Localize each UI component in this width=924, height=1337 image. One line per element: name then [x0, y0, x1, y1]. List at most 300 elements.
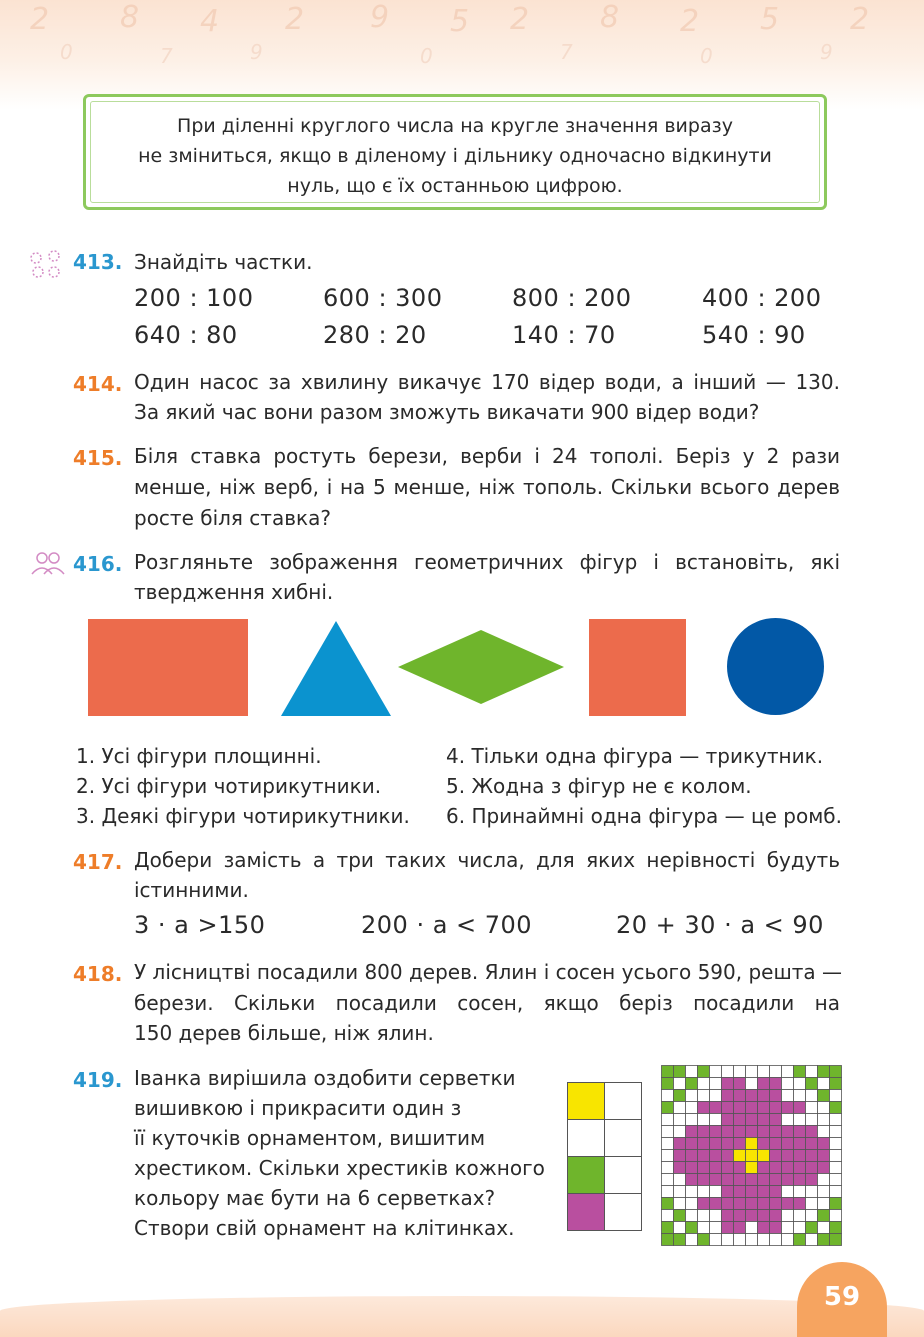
decor-digit: 2 [30, 2, 50, 37]
task-text: істинними. [134, 878, 249, 902]
embroidery-cell [818, 1150, 830, 1162]
embroidery-cell [770, 1222, 782, 1234]
embroidery-cell [662, 1102, 674, 1114]
embroidery-cell [830, 1066, 842, 1078]
embroidery-cell [794, 1090, 806, 1102]
embroidery-cell [758, 1222, 770, 1234]
decor-digit: 2 [850, 2, 870, 37]
embroidery-cell [710, 1138, 722, 1150]
decor-digit: 0 [60, 40, 73, 64]
inequality: 200 · а < 700 [361, 911, 533, 939]
embroidery-cell [746, 1162, 758, 1174]
embroidery-cell [698, 1198, 710, 1210]
embroidery-cell [770, 1234, 782, 1246]
rule-line: нуль, що є їх останньою цифрою. [287, 175, 623, 197]
embroidery-cell [710, 1078, 722, 1090]
legend-cell-empty [605, 1194, 642, 1231]
embroidery-cell [722, 1198, 734, 1210]
embroidery-cell [806, 1174, 818, 1186]
embroidery-cell [686, 1210, 698, 1222]
embroidery-cell [698, 1186, 710, 1198]
embroidery-cell [734, 1198, 746, 1210]
square-shape [589, 619, 686, 716]
embroidery-cell [734, 1138, 746, 1150]
embroidery-ornament-grid [661, 1065, 842, 1246]
embroidery-cell [710, 1174, 722, 1186]
embroidery-cell [674, 1078, 686, 1090]
embroidery-cell [686, 1162, 698, 1174]
embroidery-cell [794, 1210, 806, 1222]
embroidery-cell [746, 1102, 758, 1114]
embroidery-cell [770, 1162, 782, 1174]
embroidery-cell [770, 1102, 782, 1114]
embroidery-cell [746, 1114, 758, 1126]
expression: 400 : 200 [702, 284, 822, 312]
statement: 1. Усі фігури площинні. [76, 744, 322, 768]
embroidery-cell [674, 1102, 686, 1114]
embroidery-cell [818, 1222, 830, 1234]
embroidery-cell [794, 1162, 806, 1174]
embroidery-cell [770, 1198, 782, 1210]
page-number: 59 [823, 1282, 861, 1312]
pair-work-icon [30, 550, 66, 576]
embroidery-cell [662, 1222, 674, 1234]
embroidery-cell [710, 1198, 722, 1210]
embroidery-cell [782, 1222, 794, 1234]
embroidery-cell [806, 1210, 818, 1222]
embroidery-cell [710, 1186, 722, 1198]
embroidery-cell [770, 1066, 782, 1078]
page-number-badge [797, 1262, 887, 1337]
decorative-footer-band [0, 1296, 924, 1337]
embroidery-cell [806, 1162, 818, 1174]
embroidery-cell [758, 1102, 770, 1114]
task-text: Знайдіть частки. [134, 250, 313, 274]
embroidery-cell [746, 1234, 758, 1246]
inequality: 20 + 30 · а < 90 [616, 911, 824, 939]
decor-digit: 9 [250, 40, 263, 64]
task-text: вишивкою і прикрасити один з [134, 1096, 462, 1120]
embroidery-cell [722, 1234, 734, 1246]
embroidery-cell [710, 1126, 722, 1138]
embroidery-cell [782, 1150, 794, 1162]
embroidery-cell [770, 1126, 782, 1138]
embroidery-cell [830, 1222, 842, 1234]
statement: 5. Жодна з фігур не є колом. [446, 774, 752, 798]
embroidery-cell [806, 1126, 818, 1138]
legend-cell-yellow [568, 1083, 605, 1120]
embroidery-cell [734, 1234, 746, 1246]
task-number: 419. [73, 1068, 123, 1092]
embroidery-cell [662, 1210, 674, 1222]
legend-cell-white [568, 1120, 605, 1157]
embroidery-cell [674, 1126, 686, 1138]
embroidery-cell [758, 1114, 770, 1126]
task-text: Один насос за хвилину викачує 170 відер води, а інший — 130. [134, 370, 840, 394]
task-text: кольору має бути на 6 серветках? [134, 1186, 496, 1210]
embroidery-cell [746, 1210, 758, 1222]
embroidery-cell [818, 1210, 830, 1222]
embroidery-cell [794, 1186, 806, 1198]
embroidery-cell [746, 1090, 758, 1102]
embroidery-cell [698, 1078, 710, 1090]
decor-digit: 4 [200, 4, 220, 39]
embroidery-cell [734, 1174, 746, 1186]
embroidery-cell [746, 1138, 758, 1150]
embroidery-cell [782, 1090, 794, 1102]
embroidery-cell [674, 1150, 686, 1162]
embroidery-cell [710, 1162, 722, 1174]
embroidery-cell [794, 1126, 806, 1138]
embroidery-cell [734, 1210, 746, 1222]
task-number: 416. [73, 552, 123, 576]
embroidery-cell [770, 1114, 782, 1126]
embroidery-cell [830, 1174, 842, 1186]
embroidery-cell [722, 1162, 734, 1174]
embroidery-cell [746, 1222, 758, 1234]
embroidery-cell [782, 1210, 794, 1222]
embroidery-cell [758, 1090, 770, 1102]
embroidery-cell [674, 1090, 686, 1102]
legend-cell-empty [605, 1157, 642, 1194]
embroidery-cell [686, 1114, 698, 1126]
embroidery-cell [686, 1090, 698, 1102]
inequality: 3 · а >150 [134, 911, 266, 939]
decor-digit: 2 [680, 4, 700, 39]
embroidery-cell [722, 1066, 734, 1078]
embroidery-cell [686, 1198, 698, 1210]
embroidery-cell [794, 1102, 806, 1114]
embroidery-cell [830, 1234, 842, 1246]
embroidery-cell [758, 1162, 770, 1174]
rectangle-shape [88, 619, 248, 716]
embroidery-cell [830, 1210, 842, 1222]
embroidery-cell [818, 1198, 830, 1210]
task-text: Добери замість а три таких числа, для яких нерівності будуть [134, 848, 840, 872]
task-text: Створи свій орнамент на клітинках. [134, 1216, 515, 1240]
embroidery-cell [686, 1150, 698, 1162]
task-number: 415. [73, 446, 123, 470]
embroidery-cell [686, 1078, 698, 1090]
embroidery-cell [758, 1198, 770, 1210]
embroidery-cell [698, 1090, 710, 1102]
statement: 3. Деякі фігури чотирикутники. [76, 804, 410, 828]
embroidery-cell [818, 1162, 830, 1174]
decor-digit: 7 [560, 40, 573, 64]
embroidery-cell [782, 1102, 794, 1114]
embroidery-cell [686, 1126, 698, 1138]
embroidery-cell [686, 1186, 698, 1198]
decor-digit: 0 [700, 44, 713, 68]
embroidery-cell [794, 1138, 806, 1150]
embroidery-cell [758, 1186, 770, 1198]
embroidery-cell [662, 1162, 674, 1174]
embroidery-cell [662, 1090, 674, 1102]
task-text: менше, ніж верб, і на 5 менше, ніж тополь. Скільки всього дерев [134, 475, 840, 499]
embroidery-cell [686, 1234, 698, 1246]
embroidery-cell [686, 1066, 698, 1078]
embroidery-cell [698, 1210, 710, 1222]
embroidery-cell [710, 1066, 722, 1078]
embroidery-cell [818, 1102, 830, 1114]
embroidery-cell [710, 1090, 722, 1102]
embroidery-cell [806, 1066, 818, 1078]
embroidery-cell [830, 1138, 842, 1150]
embroidery-cell [662, 1138, 674, 1150]
embroidery-cell [674, 1066, 686, 1078]
expression: 280 : 20 [323, 321, 427, 349]
embroidery-cell [830, 1126, 842, 1138]
task-number: 417. [73, 850, 123, 874]
task-text: У лісництві посадили 800 дерев. Ялин і сосен усього 590, решта — [134, 960, 843, 984]
decor-digit: 5 [760, 2, 780, 37]
task-number: 413. [73, 250, 123, 274]
embroidery-cell [770, 1090, 782, 1102]
task-text: росте біля ставка? [134, 506, 331, 530]
embroidery-cell [818, 1090, 830, 1102]
embroidery-cell [806, 1234, 818, 1246]
legend-cell-empty [605, 1083, 642, 1120]
embroidery-cell [806, 1186, 818, 1198]
embroidery-cell [686, 1222, 698, 1234]
embroidery-cell [746, 1174, 758, 1186]
embroidery-cell [746, 1186, 758, 1198]
embroidery-cell [758, 1150, 770, 1162]
embroidery-cell [782, 1186, 794, 1198]
embroidery-cell [710, 1210, 722, 1222]
embroidery-cell [794, 1222, 806, 1234]
task-text: За який час вони разом зможуть викачати 900 відер води? [134, 400, 760, 424]
embroidery-cell [794, 1150, 806, 1162]
legend-cell-pink [568, 1194, 605, 1231]
embroidery-cell [710, 1150, 722, 1162]
expression: 200 : 100 [134, 284, 254, 312]
task-text: Біля ставка ростуть берези, верби і 24 тополі. Беріз у 2 рази [134, 444, 840, 468]
embroidery-cell [794, 1066, 806, 1078]
embroidery-cell [662, 1126, 674, 1138]
rhombus-shape [396, 629, 566, 705]
task-text: хрестиком. Скільки хрестиків кожного [134, 1156, 545, 1180]
task-text: 150 дерев більше, ніж ялин. [134, 1021, 434, 1045]
embroidery-cell [758, 1126, 770, 1138]
embroidery-cell [746, 1126, 758, 1138]
embroidery-cell [722, 1222, 734, 1234]
embroidery-cell [770, 1210, 782, 1222]
decor-digit: 8 [600, 0, 620, 35]
embroidery-cell [734, 1150, 746, 1162]
embroidery-cell [782, 1174, 794, 1186]
task-number: 418. [73, 962, 123, 986]
decor-digit: 0 [420, 44, 433, 68]
legend-cell-empty [605, 1120, 642, 1157]
expression: 540 : 90 [702, 321, 806, 349]
expression: 800 : 200 [512, 284, 632, 312]
embroidery-cell [782, 1198, 794, 1210]
statement: 2. Усі фігури чотирикутники. [76, 774, 382, 798]
embroidery-cell [722, 1126, 734, 1138]
statement: 6. Принаймні одна фігура — це ромб. [446, 804, 842, 828]
embroidery-cell [770, 1078, 782, 1090]
task-text: твердження хибні. [134, 580, 334, 604]
embroidery-cell [806, 1090, 818, 1102]
embroidery-cell [818, 1174, 830, 1186]
embroidery-cell [806, 1150, 818, 1162]
embroidery-cell [686, 1102, 698, 1114]
embroidery-cell [794, 1198, 806, 1210]
embroidery-cell [662, 1198, 674, 1210]
embroidery-cell [734, 1162, 746, 1174]
triangle-shape [280, 619, 392, 717]
expression: 640 : 80 [134, 321, 238, 349]
embroidery-cell [674, 1210, 686, 1222]
circle-shape [727, 618, 824, 715]
embroidery-cell [722, 1174, 734, 1186]
embroidery-cell [710, 1102, 722, 1114]
decor-digit: 2 [510, 2, 530, 37]
color-legend-grid [567, 1082, 642, 1231]
embroidery-cell [674, 1234, 686, 1246]
embroidery-cell [698, 1234, 710, 1246]
embroidery-cell [662, 1114, 674, 1126]
embroidery-cell [662, 1186, 674, 1198]
group-work-icon [28, 248, 64, 280]
embroidery-cell [674, 1114, 686, 1126]
embroidery-cell [722, 1138, 734, 1150]
embroidery-cell [722, 1186, 734, 1198]
embroidery-cell [698, 1174, 710, 1186]
embroidery-cell [818, 1066, 830, 1078]
embroidery-cell [806, 1198, 818, 1210]
expression: 140 : 70 [512, 321, 616, 349]
task-text: Розгляньте зображення геометричних фігур і встановіть, які [134, 550, 840, 574]
embroidery-cell [734, 1222, 746, 1234]
embroidery-cell [806, 1222, 818, 1234]
decor-digit: 2 [285, 2, 305, 37]
embroidery-cell [698, 1222, 710, 1234]
embroidery-cell [830, 1114, 842, 1126]
embroidery-cell [722, 1090, 734, 1102]
embroidery-cell [698, 1150, 710, 1162]
embroidery-cell [758, 1234, 770, 1246]
embroidery-cell [806, 1078, 818, 1090]
embroidery-cell [734, 1114, 746, 1126]
task-text: її куточків орнаментом, вишитим [134, 1126, 486, 1150]
embroidery-cell [710, 1114, 722, 1126]
embroidery-cell [686, 1174, 698, 1186]
embroidery-cell [794, 1234, 806, 1246]
decor-digit: 9 [820, 40, 833, 64]
embroidery-cell [746, 1066, 758, 1078]
embroidery-cell [722, 1150, 734, 1162]
embroidery-cell [734, 1066, 746, 1078]
embroidery-cell [746, 1078, 758, 1090]
embroidery-cell [698, 1162, 710, 1174]
rule-box [83, 94, 827, 210]
embroidery-cell [758, 1138, 770, 1150]
embroidery-cell [830, 1090, 842, 1102]
embroidery-cell [818, 1186, 830, 1198]
embroidery-cell [734, 1102, 746, 1114]
legend-cell-green [568, 1157, 605, 1194]
embroidery-cell [722, 1114, 734, 1126]
embroidery-cell [662, 1078, 674, 1090]
embroidery-cell [806, 1102, 818, 1114]
embroidery-cell [698, 1114, 710, 1126]
embroidery-cell [698, 1126, 710, 1138]
embroidery-cell [674, 1222, 686, 1234]
embroidery-cell [686, 1138, 698, 1150]
expression: 600 : 300 [323, 284, 443, 312]
rule-line: При діленні круглого числа на кругле значення виразу [177, 115, 733, 137]
embroidery-cell [794, 1174, 806, 1186]
embroidery-cell [818, 1138, 830, 1150]
embroidery-cell [782, 1234, 794, 1246]
embroidery-cell [662, 1174, 674, 1186]
embroidery-cell [758, 1210, 770, 1222]
embroidery-cell [722, 1210, 734, 1222]
embroidery-cell [710, 1234, 722, 1246]
embroidery-cell [818, 1126, 830, 1138]
embroidery-cell [758, 1066, 770, 1078]
embroidery-cell [770, 1174, 782, 1186]
embroidery-cell [782, 1114, 794, 1126]
embroidery-cell [782, 1126, 794, 1138]
embroidery-cell [830, 1150, 842, 1162]
embroidery-cell [830, 1198, 842, 1210]
embroidery-cell [734, 1186, 746, 1198]
embroidery-cell [782, 1066, 794, 1078]
embroidery-cell [818, 1078, 830, 1090]
embroidery-cell [806, 1138, 818, 1150]
embroidery-cell [770, 1186, 782, 1198]
task-text: Іванка вирішила оздобити серветки [134, 1066, 516, 1090]
embroidery-cell [830, 1186, 842, 1198]
embroidery-cell [782, 1162, 794, 1174]
embroidery-cell [830, 1162, 842, 1174]
embroidery-cell [710, 1222, 722, 1234]
embroidery-cell [830, 1102, 842, 1114]
embroidery-cell [794, 1078, 806, 1090]
embroidery-cell [830, 1078, 842, 1090]
embroidery-cell [758, 1078, 770, 1090]
embroidery-cell [782, 1078, 794, 1090]
embroidery-cell [722, 1078, 734, 1090]
embroidery-cell [674, 1174, 686, 1186]
embroidery-cell [698, 1138, 710, 1150]
embroidery-cell [770, 1150, 782, 1162]
decor-digit: 7 [160, 44, 173, 68]
task-number: 414. [73, 372, 123, 396]
embroidery-cell [662, 1234, 674, 1246]
embroidery-cell [818, 1234, 830, 1246]
decor-digit: 8 [120, 0, 140, 35]
statement: 4. Тільки одна фігура — трикутник. [446, 744, 824, 768]
embroidery-cell [674, 1162, 686, 1174]
embroidery-cell [722, 1102, 734, 1114]
embroidery-cell [806, 1114, 818, 1126]
embroidery-cell [662, 1066, 674, 1078]
rule-line: не зміниться, якщо в діленому і дільнику одночасно відкинути [138, 145, 772, 167]
embroidery-cell [746, 1198, 758, 1210]
embroidery-cell [746, 1150, 758, 1162]
embroidery-cell [674, 1138, 686, 1150]
decor-digit: 9 [370, 0, 390, 35]
task-text: берези. Скільки посадили сосен, якщо беріз посадили на [134, 991, 840, 1015]
embroidery-cell [758, 1174, 770, 1186]
embroidery-cell [674, 1186, 686, 1198]
embroidery-cell [734, 1126, 746, 1138]
embroidery-cell [734, 1078, 746, 1090]
